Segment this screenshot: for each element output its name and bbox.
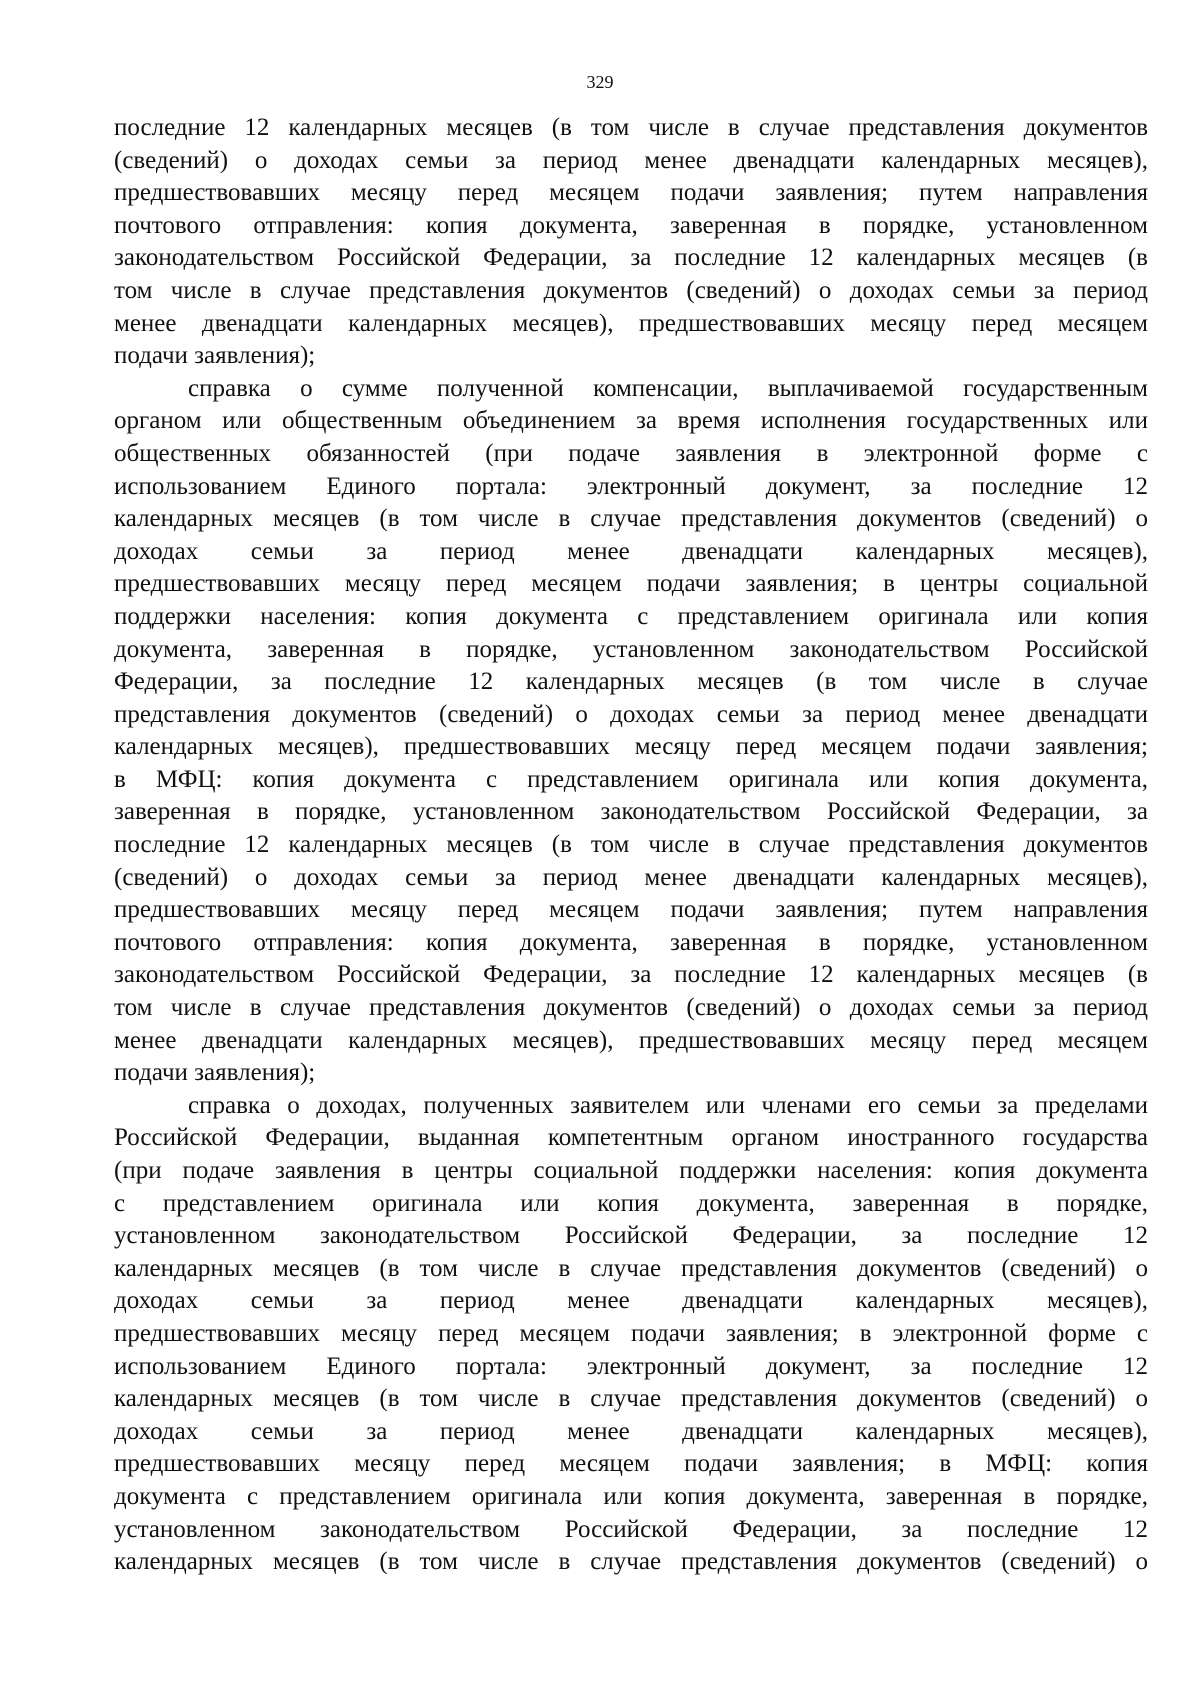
text-line: календарных месяцев (в том числе в случае представления документов (сведений) о (114, 505, 1148, 533)
text-line: Федерации, за последние 12 календарных месяцев (в том числе в случае (114, 668, 1148, 696)
text-line: менее двенадцати календарных месяцев), предшествовавших месяцу перед месяцем (114, 1026, 1148, 1054)
text-line: календарных месяцев (в том числе в случае представления документов (сведений) о (114, 1385, 1148, 1413)
text-line: (при подаче заявления в центры социальной поддержки населения: копия документа (114, 1157, 1148, 1184)
text-line: заверенная в порядке, установленном законодательством Российской Федерации, за (114, 798, 1148, 826)
text-line: доходах семьи за период менее двенадцати календарных месяцев), (114, 1287, 1148, 1315)
text-line: подачи заявления); (114, 342, 316, 370)
text-line: менее двенадцати календарных месяцев), предшествовавших месяцу перед месяцем (114, 309, 1148, 337)
text-line: календарных месяцев), предшествовавших месяцу перед месяцем подачи заявления; (114, 733, 1148, 761)
text-line: в МФЦ: копия документа с представлением оригинала или копия документа, (114, 765, 1148, 793)
text-line: предшествовавших месяцу перед месяцем подачи заявления; в центры социальной (114, 570, 1148, 598)
text-line: использованием Единого портала: электронный документ, за последние 12 (114, 1352, 1148, 1380)
text-line: (сведений) о доходах семьи за период менее двенадцати календарных месяцев), (114, 146, 1148, 174)
text-line: том числе в случае представления документов (сведений) о доходах семьи за период (114, 276, 1148, 304)
text-line: доходах семьи за период менее двенадцати календарных месяцев), (114, 1417, 1148, 1445)
text-line: установленном законодательством Российской Федерации, за последние 12 (114, 1515, 1148, 1543)
text-line: документа с представлением оригинала или копия документа, заверенная в порядке, (114, 1482, 1148, 1510)
text-line: законодательством Российской Федерации, за последние 12 календарных месяцев (в (114, 244, 1148, 272)
text-line: законодательством Российской Федерации, за последние 12 календарных месяцев (в (114, 961, 1148, 989)
text-line: подачи заявления); (114, 1059, 316, 1087)
text-line: предшествовавших месяцу перед месяцем подачи заявления; путем направления (114, 896, 1148, 924)
text-line: органом или общественным объединением за время исполнения государственных или (114, 407, 1148, 435)
text-line: представления документов (сведений) о доходах семьи за период менее двенадцати (114, 700, 1148, 728)
text-line: с представлением оригинала или копия документа, заверенная в порядке, (114, 1189, 1148, 1217)
text-line: почтового отправления: копия документа, заверенная в порядке, установленном (114, 928, 1148, 956)
text-line: справка о доходах, полученных заявителем или членами его семьи за пределами (188, 1091, 1148, 1119)
paragraph (114, 112, 1148, 373)
text-line: Российской Федерации, выданная компетентным органом иностранного государства (114, 1124, 1148, 1152)
text-line: установленном законодательством Российской Федерации, за последние 12 (114, 1222, 1148, 1250)
text-line: общественных обязанностей (при подаче заявления в электронной форме с (114, 439, 1148, 467)
text-line: доходах семьи за период менее двенадцати календарных месяцев), (114, 537, 1148, 565)
text-line: документа, заверенная в порядке, установленном законодательством Российской (114, 635, 1148, 663)
page-number: 329 (586, 72, 614, 92)
paragraph (114, 373, 1148, 1090)
body-text (114, 112, 1148, 1579)
text-line: предшествовавших месяцу перед месяцем подачи заявления; путем направления (114, 179, 1148, 207)
text-line: почтового отправления: копия документа, заверенная в порядке, установленном (114, 211, 1148, 239)
text-line: использованием Единого портала: электронный документ, за последние 12 (114, 472, 1148, 500)
text-line: последние 12 календарных месяцев (в том числе в случае представления документов (114, 831, 1148, 859)
paragraph (114, 1090, 1148, 1579)
text-line: календарных месяцев (в том числе в случае представления документов (сведений) о (114, 1254, 1148, 1282)
text-line: предшествовавших месяцу перед месяцем подачи заявления; в МФЦ: копия (114, 1450, 1148, 1478)
text-line: (сведений) о доходах семьи за период менее двенадцати календарных месяцев), (114, 863, 1148, 891)
text-line: поддержки населения: копия документа с представлением оригинала или копия (114, 602, 1148, 630)
text-line: том числе в случае представления документов (сведений) о доходах семьи за период (114, 994, 1148, 1022)
text-line: последние 12 календарных месяцев (в том числе в случае представления документов (114, 114, 1148, 141)
text-line: справка о сумме полученной компенсации, выплачиваемой государственным (188, 374, 1148, 402)
text-line: предшествовавших месяцу перед месяцем подачи заявления; в электронной форме с (114, 1319, 1148, 1347)
text-line: календарных месяцев (в том числе в случае представления документов (сведений) о (114, 1548, 1148, 1576)
